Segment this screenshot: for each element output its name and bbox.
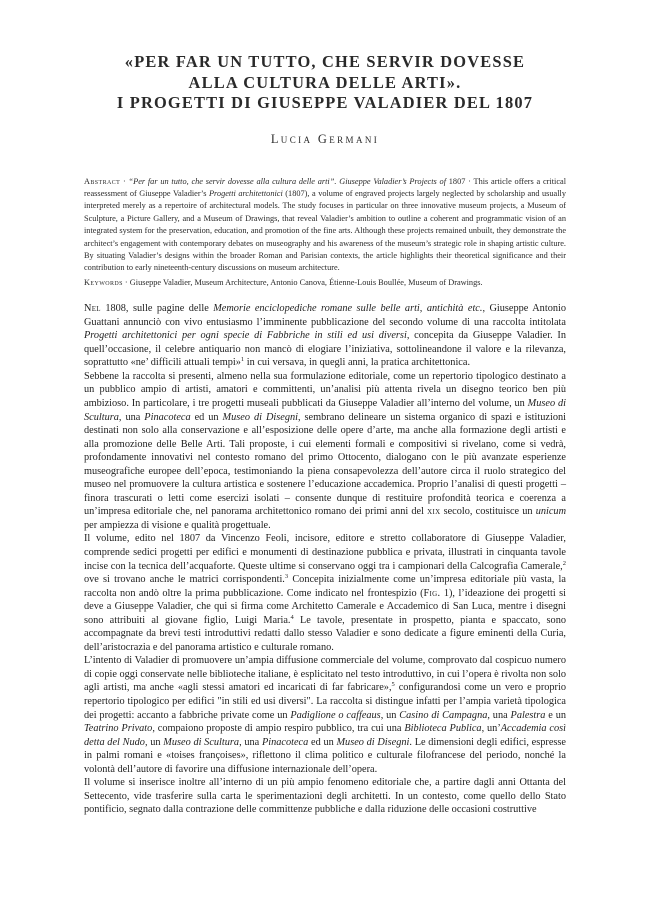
- smallcaps-run: xix: [427, 506, 441, 518]
- text-run: secolo, costituisce un: [440, 506, 536, 518]
- text-run: , un: [380, 709, 400, 721]
- article-title: [84, 52, 566, 114]
- title-line-3: I PROGETTI DI GIUSEPPE VALADIER DEL 1807: [116, 93, 534, 112]
- paragraph-4: [84, 654, 566, 776]
- abstract-year: 1807: [448, 176, 466, 186]
- italic-run: Museo di Scultura: [163, 736, 240, 748]
- text-run: , un: [144, 736, 164, 748]
- article-body: [84, 302, 566, 817]
- italic-run: Museo di Scultura: [84, 397, 566, 423]
- figure-ref-number[interactable]: 1: [440, 587, 449, 599]
- italic-run: Progetti architettonici per ogni specie di Fabbriche in stili ed usi diversi: [84, 330, 407, 342]
- text-run: , un’: [481, 723, 501, 735]
- paragraph-dropcap: Nel: [84, 303, 101, 315]
- italic-run: Museo di Disegni: [222, 411, 298, 423]
- keywords: [84, 277, 566, 289]
- text-run: Il volume, edito nel 1807 da Vincenzo Feoli, incisore, editore e stretto collaboratore di Giuseppe Valadier, comprende sedici progetti per edifici e monumenti di destinazione pubblica e privata, illustrati in cinquanta tavole incise con la tecnica dell’acquaforte. Queste ultime si conservano oggi tra i campionari della Calcografia Camerale,: [84, 533, 566, 572]
- abstract-quote: “Per far un tutto, che servir dovesse alla cultura delle arti”.: [128, 176, 337, 186]
- author-name: Lucia Germani: [270, 131, 380, 146]
- abstract-text-2: (1807), a volume of engraved projects largely neglected by scholarship and usually interpreted merely as a repertoire of architectural models. The study focuses in particular on three innovative museum projects, a Museum of Sculpture, a Picture Gallery, and a Museum of Drawings, that reveal Valadier’s ambition to outline a coherent and programmatic vision of an integrated system for the preservation, education, and promotion of the fine arts. Although these projects remained unbuilt, they demonstrate the architect’s engagement with contemporary debates on museography and his awareness of the museum’s strategic role in shaping artistic culture. By situating Valadier’s designs within the broader Roman and Parisian contexts, the article highlights their theoretical significance and their contribution to early nineteenth-century discussions on museum architecture.: [84, 188, 566, 273]
- text-run: , compaiono proposte di ampio respiro pubblico, tra cui una: [152, 723, 405, 735]
- text-run: ed un: [190, 411, 223, 423]
- abstract-work-title: Progetti architettonici: [208, 188, 283, 198]
- text-run: configurandosi come un vero e proprio repertorio tipologico per edifici "in stili ed usi diversi". La raccolta si distingue infatti per l’ampia varietà tipologica dei progetti: accanto a fabbriche private come un: [84, 682, 566, 721]
- keywords-separator: ·: [122, 277, 130, 287]
- italic-run: Accademia così detta del Nudo: [84, 723, 566, 748]
- title-line-1: «PER FAR UN TUTTO, CHE SERVIR DOVESSE: [124, 52, 526, 71]
- italic-run: Teatrino Privato: [84, 723, 153, 735]
- text-run: . Le dimensioni degli edifici, espresse in palmi romani e «toises françoises», riflettono il clima politico e culturale filofrancese del periodo, nonché la volontà dell’autore di favorire una diffusione internazionale dell’opera.: [84, 736, 566, 775]
- abstract-subtitle: Giuseppe Valadier’s Projects of: [336, 176, 449, 186]
- paragraph-1: [84, 302, 566, 370]
- italic-run: Padiglione o caffeaus: [290, 709, 381, 721]
- paragraph-5: [84, 776, 566, 817]
- text-run: e un: [545, 709, 567, 721]
- text-run: , sembrano delineare un sistema organico di spazi e istituzioni destinati non solo alla conservazione e all’esposizione delle opere d’arte, ma anche alla formazione degli artisti e alla promozione delle Belle Arti. Tali proposte, i cui elementi formali e compositivi si rivelano, come si vedrà, profondamente innovativi nel contesto romano del primo Ottocento, dialogano con le più avanzate esperienze museografiche europee dell’epoca, testimoniando la piena consapevolezza dell’autore circa il ruolo strategico del museo nel promuovere la cultura artistica e sostenere l’educazione accademica. Proprio l’analisi di questi progetti – finora trascurati o letti come esercizi isolati – consente dunque di restituire profondità teorica e coerenza a un’impresa editoriale che, nel panorama architettonico romano dei primi anni del: [84, 411, 566, 518]
- abstract-separator: ·: [120, 176, 129, 186]
- footnote-ref-3[interactable]: 3: [284, 573, 289, 581]
- italic-run: unicum: [535, 506, 566, 518]
- italic-run: Palestra: [510, 709, 546, 721]
- text-run: per ampiezza di visione e qualità progettuale.: [84, 519, 271, 531]
- italic-run: Biblioteca Publica: [404, 723, 482, 735]
- abstract-text-1: · This article offers a critical reassessment of Giuseppe Valadier’s: [84, 176, 567, 198]
- text-run: ), l’ideazione dei progetti si deve a Giuseppe Valadier, che qui si firma come Architetto Camerale e Accademico di San Luca, mentre i disegni sono attribuiti al giovane figlio, Luigi Maria.: [84, 587, 566, 626]
- footnote-ref-4[interactable]: 4: [290, 613, 294, 621]
- text-run: L’intento di Valadier di promuovere un’ampia diffusione commerciale del volume, comprovato dal cospicuo numero di copie oggi conservate nelle biblioteche italiane, è esplicitato nel testo introduttivo, in cui l’opera è rivolta non solo agli artisti, ma anche «agli stessi amatori ed incaricati di far fabricare»,: [84, 655, 566, 694]
- abstract-label: Abstract: [84, 176, 121, 186]
- paragraph-3: [84, 532, 566, 654]
- text-run: Concepita inizialmente come un’impresa editoriale più vasta, la raccolta non andò oltre la prima pubblicazione. Come indicato nel frontespizio (: [84, 574, 566, 599]
- text-run: , concepita da Giuseppe Valadier. In quell’occasione, il celebre antiquario non mancò di elogiare l’iniziativa, sottolineandone il valore e la rilevanza, soprattutto «ne’ difficili attuali tempi»: [84, 330, 566, 369]
- italic-run: Pinacoteca: [144, 411, 191, 423]
- footnote-ref-1[interactable]: 1: [240, 356, 245, 364]
- text-run: 1808, sulle pagine delle: [100, 303, 214, 315]
- text-run: , una: [239, 736, 262, 748]
- text-run: Le tavole, presentate in prospetto, pianta e spaccato, sono accompagnate da brevi testi introduttivi redatti dallo stesso Valadier e sono dedicate a figure eminenti della Curia, dell’aristocrazia e del panorama artistico e culturale romano.: [84, 614, 566, 653]
- text-run: in cui versava, in quegli anni, la pratica architettonica.: [244, 357, 471, 369]
- abstract: [84, 176, 566, 275]
- footnote-ref-5[interactable]: 5: [391, 681, 395, 689]
- italic-run: Museo di Disegni: [336, 736, 410, 748]
- italic-run: Pinacoteca: [261, 736, 309, 748]
- footnote-ref-2[interactable]: 2: [562, 559, 566, 567]
- text-run: ed un: [308, 736, 337, 748]
- text-run: , una: [487, 709, 511, 721]
- keywords-text: Giuseppe Valadier, Museum Architecture, Antonio Canova, Étienne-Louis Boullée, Museum of Drawings.: [129, 277, 483, 287]
- italic-run: Casino di Campagna: [399, 709, 488, 721]
- text-run: ove si trovano anche le matrici corrispondenti.: [84, 574, 285, 586]
- text-run: Sebbene la raccolta si presenti, almeno nella sua formulazione editoriale, come un repertorio tipologico destinato a un pubblico ampio di artisti, amatori e committenti, un’analisi più attenta rivela un disegno teorico ben più ambizioso. In particolare, i tre progetti museali pubblicati da Giuseppe Valadier all’interno del volume, un: [84, 370, 566, 409]
- text-run: , Giuseppe Antonio Guattani annunciò con vivo entusiasmo l’imminente pubblicazione del secondo volume di una raccolta intitolata: [84, 303, 566, 328]
- text-run: Il volume si inserisce inoltre all’interno di un più ampio fenomeno editoriale che, a partire dagli anni Ottanta del Settecento, vide trasferire sulla carta le sperimentazioni degli architetti. In un contesto, come quello dello Stato pontificio, segnato dalla contrazione delle committenze pubbliche e dalla riduzione delle occasioni costruttive: [84, 777, 566, 816]
- italic-run: Memorie enciclopediche romane sulle belle arti, antichità etc.: [213, 303, 483, 315]
- figure-ref-label[interactable]: Fig.: [423, 587, 441, 599]
- text-run: , una: [118, 411, 145, 423]
- keywords-label: Keywords: [84, 277, 123, 287]
- title-line-2: ALLA CULTURA DELLE ARTI».: [188, 72, 462, 92]
- paragraph-2: [84, 370, 566, 533]
